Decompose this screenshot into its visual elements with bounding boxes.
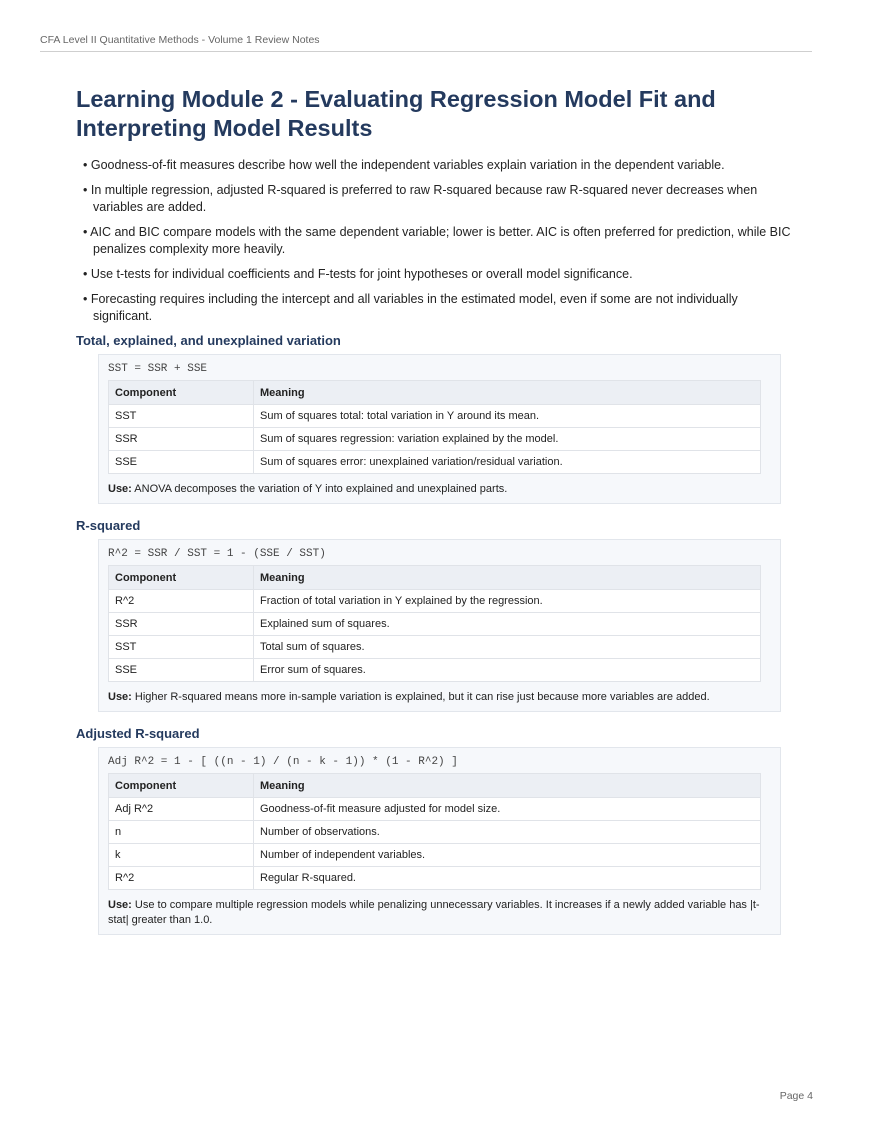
page-content	[76, 85, 796, 949]
table-cell: Sum of squares total: total variation in Y around its mean.	[254, 405, 761, 428]
table-row	[109, 821, 761, 844]
column-header: Meaning	[254, 774, 761, 798]
column-header: Component	[109, 381, 254, 405]
formula-box-variation	[98, 354, 781, 504]
table-cell: Error sum of squares.	[254, 659, 761, 682]
use-label: Use:	[108, 483, 132, 495]
formula: SST = SSR + SSE	[108, 363, 208, 375]
table-cell: Number of independent variables.	[254, 844, 761, 867]
table-row	[109, 636, 761, 659]
table-cell: SSR	[109, 613, 254, 636]
table-cell: SST	[109, 405, 254, 428]
column-header: Meaning	[254, 566, 761, 590]
module-title: Learning Module 2 - Evaluating Regression Model Fit and Interpreting Model Results	[76, 86, 716, 141]
section-title-adjusted-r-squared: Adjusted R-squared	[76, 726, 200, 741]
use-note	[108, 690, 771, 705]
table-cell: Number of observations.	[254, 821, 761, 844]
table-cell: SSE	[109, 451, 254, 474]
page-number: Page 4	[779, 1090, 813, 1102]
table-row	[109, 867, 761, 890]
column-header: Component	[109, 774, 254, 798]
table-cell: n	[109, 821, 254, 844]
bullet-item: • Forecasting requires including the intercept and all variables in the estimated model, even if some are not individually significant.	[83, 292, 738, 323]
table-row	[109, 590, 761, 613]
section-title-r-squared: R-squared	[76, 518, 141, 533]
formula: Adj R^2 = 1 - [ ((n - 1) / (n - k - 1)) * (1 - R^2) ]	[108, 756, 458, 768]
table-row	[109, 659, 761, 682]
bullet-item: • In multiple regression, adjusted R-squared is preferred to raw R-squared because raw R-squared never decreases when variables are added.	[83, 183, 758, 214]
column-header: Meaning	[254, 381, 761, 405]
section-title-variation: Total, explained, and unexplained variation	[76, 333, 341, 348]
bullet-item: • AIC and BIC compare models with the same dependent variable; lower is better. AIC is often preferred for prediction, while BIC penalizes complexity more heavily.	[83, 225, 791, 256]
column-header: Component	[109, 566, 254, 590]
table-header-row	[109, 774, 761, 798]
table-row	[109, 405, 761, 428]
use-text: Higher R-squared means more in-sample variation is explained, but it can rise just because more variables are added.	[131, 691, 710, 703]
table-cell: R^2	[109, 867, 254, 890]
use-label: Use:	[108, 899, 132, 911]
table-cell: Sum of squares error: unexplained variation/residual variation.	[254, 451, 761, 474]
table-cell: SSR	[109, 428, 254, 451]
bullet-item: • Use t-tests for individual coefficients and F-tests for joint hypotheses or overall model significance.	[83, 267, 633, 281]
table-cell: k	[109, 844, 254, 867]
table-cell: Fraction of total variation in Y explained by the regression.	[254, 590, 761, 613]
use-text: ANOVA decomposes the variation of Y into explained and unexplained parts.	[131, 483, 508, 495]
table-cell: Adj R^2	[109, 798, 254, 821]
use-label: Use:	[108, 691, 132, 703]
table-cell: R^2	[109, 590, 254, 613]
table-header-row	[109, 566, 761, 590]
use-text: Use to compare multiple regression models while penalizing unnecessary variables. It increases if a newly added variable has |t-stat| greater than 1.0.	[108, 899, 760, 926]
bullet-item: • Goodness-of-fit measures describe how well the independent variables explain variation in the dependent variable.	[83, 158, 725, 172]
table-row	[109, 798, 761, 821]
table-cell: Regular R-squared.	[254, 867, 761, 890]
component-table	[108, 773, 761, 890]
table-cell: Sum of squares regression: variation explained by the model.	[254, 428, 761, 451]
running-header: CFA Level II Quantitative Methods - Volume 1 Review Notes	[40, 34, 812, 52]
table-row	[109, 613, 761, 636]
table-row	[109, 428, 761, 451]
table-cell: Explained sum of squares.	[254, 613, 761, 636]
table-cell: Total sum of squares.	[254, 636, 761, 659]
use-note	[108, 898, 771, 928]
formula: R^2 = SSR / SST = 1 - (SSE / SST)	[108, 548, 326, 560]
table-header-row	[109, 381, 761, 405]
table-cell: SSE	[109, 659, 254, 682]
formula-box-adjusted-r-squared	[98, 747, 781, 935]
table-row	[109, 451, 761, 474]
table-row	[109, 844, 761, 867]
summary-bullets	[76, 157, 796, 325]
use-note	[108, 482, 771, 497]
table-cell: Goodness-of-fit measure adjusted for model size.	[254, 798, 761, 821]
component-table	[108, 565, 761, 682]
table-cell: SST	[109, 636, 254, 659]
formula-box-r-squared	[98, 539, 781, 712]
component-table	[108, 380, 761, 474]
